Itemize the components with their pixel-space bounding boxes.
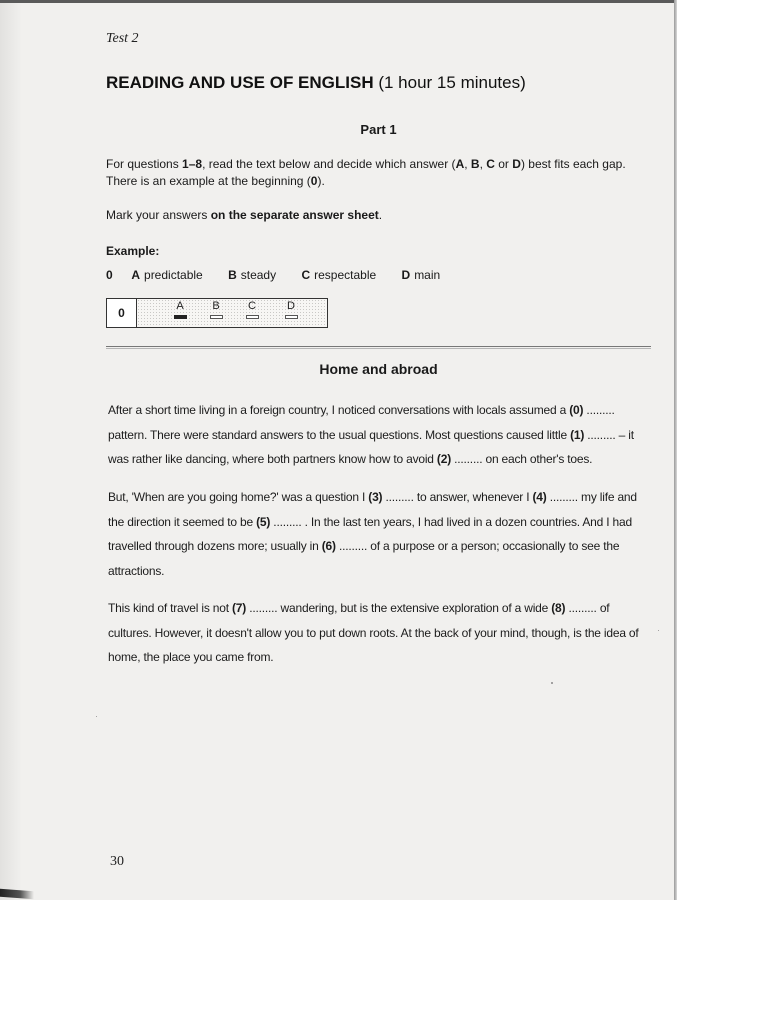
example-option-a xyxy=(131,268,202,282)
option-letter: D xyxy=(512,157,521,171)
page-number: 30 xyxy=(110,854,124,869)
lozenge-mark xyxy=(174,315,187,319)
text-title: Home and abroad xyxy=(319,361,438,377)
example-option-c xyxy=(301,268,376,282)
option-letter: B xyxy=(228,268,237,282)
gap-number: (6) xyxy=(321,539,336,553)
paper-title xyxy=(106,73,526,93)
lozenge-letter: C xyxy=(248,300,256,312)
gap-number: (1) xyxy=(570,427,585,442)
lozenge-a xyxy=(169,300,191,319)
lozenge-mark xyxy=(210,315,223,319)
example-option-b xyxy=(228,268,276,282)
instruction-text: For questions xyxy=(106,157,183,171)
lozenge-c xyxy=(241,300,263,319)
instruction-text: ) best fits each gap. xyxy=(520,157,626,171)
passage-text: ......... my life and the direction it seemed to be xyxy=(108,490,637,529)
part-heading: Part 1 xyxy=(360,122,397,137)
paper-title-main: READING AND USE OF ENGLISH xyxy=(106,73,374,92)
section-divider-shadow xyxy=(106,348,651,349)
instruction-text: . xyxy=(378,208,383,222)
passage-paragraph-2 xyxy=(108,485,656,583)
example-option-d xyxy=(402,268,441,282)
lozenge-letter: D xyxy=(287,300,295,312)
instruction-text: ). xyxy=(317,174,325,188)
answer-sheet-emphasis: on the separate answer sheet xyxy=(210,208,379,222)
passage-text: ......... of a purpose or a person; occasionally to see the attractions. xyxy=(108,539,620,578)
paper-title-duration: (1 hour 15 minutes) xyxy=(378,73,526,92)
instruction-text: , xyxy=(479,157,487,171)
running-head: Test 2 xyxy=(106,31,139,46)
passage-text: ......... pattern. There were standard answers to the usual questions. Most questions caused little xyxy=(108,403,615,442)
instruction-text: , read the text below and decide which answer ( xyxy=(202,157,456,171)
option-letter: D xyxy=(401,268,411,282)
passage-text: But, 'When are you going home?' was a question I xyxy=(108,490,369,504)
gap-number: (3) xyxy=(368,490,383,504)
passage-text: ......... on each other's toes. xyxy=(451,452,593,466)
instruction-text: Mark your answers xyxy=(106,208,211,222)
option-text: steady xyxy=(240,268,277,282)
answer-sheet-instruction xyxy=(106,208,382,222)
instruction-text: , xyxy=(464,157,471,171)
option-text: predictable xyxy=(144,268,203,282)
passage-paragraph-1 xyxy=(108,398,656,472)
gap-number: (5) xyxy=(256,514,271,529)
example-label: Example: xyxy=(106,244,160,258)
passage-text: ......... to answer, whenever I xyxy=(382,490,533,504)
gap-number: (0) xyxy=(569,403,584,417)
passage-text: ......... wandering, but is the extensive exploration of a wide xyxy=(246,601,552,615)
scan-speck xyxy=(658,630,659,631)
scan-speck xyxy=(551,682,553,684)
page-top-edge xyxy=(0,0,676,3)
option-text: main xyxy=(414,268,441,282)
option-text: respectable xyxy=(314,268,377,282)
example-number-ref: 0 xyxy=(310,174,318,188)
example-answer-box xyxy=(106,298,328,328)
page-right-edge xyxy=(674,0,677,900)
gap-number: (4) xyxy=(532,490,547,504)
option-letter: C xyxy=(301,268,311,282)
lozenge-mark xyxy=(285,315,298,319)
passage-text: ......... – it was rather like dancing, where both partners know how to avoid xyxy=(108,427,634,466)
scan-speck xyxy=(96,716,97,717)
instruction-text: or xyxy=(494,157,513,171)
passage-text: After a short time living in a foreign country, I noticed conversations with locals assumed a xyxy=(108,403,570,417)
passage-text: ......... . In the last ten years, I had lived in a dozen countries. And I had travelled through dozens more; usually in xyxy=(108,514,632,553)
passage-text: ......... of cultures. However, it doesn't allow you to put down roots. At the back of your mind, though, is the idea of home, the place you came from. xyxy=(108,601,639,664)
passage-paragraph-3 xyxy=(108,596,656,670)
page-margin-shadow xyxy=(0,0,22,900)
lozenge-letter: B xyxy=(212,300,220,312)
answer-box-lozenges xyxy=(137,299,327,327)
lozenge-letter: A xyxy=(176,300,184,312)
option-letter: B xyxy=(470,157,480,171)
question-range: 1–8 xyxy=(182,157,203,171)
lozenge-d xyxy=(280,300,302,319)
answer-box-number: 0 xyxy=(107,299,137,327)
lozenge-b xyxy=(205,300,227,319)
option-letter: C xyxy=(486,157,495,171)
example-number: 0 xyxy=(106,268,113,282)
option-letter: A xyxy=(455,157,465,171)
gap-number: (2) xyxy=(436,452,451,466)
option-letter: A xyxy=(131,268,141,282)
example-options xyxy=(106,268,462,282)
instruction-text: There is an example at the beginning ( xyxy=(106,174,311,188)
lozenge-mark xyxy=(246,315,259,319)
gap-number: (7) xyxy=(232,601,247,615)
instructions xyxy=(106,156,654,190)
gap-number: (8) xyxy=(551,601,566,615)
passage-text: This kind of travel is not xyxy=(108,601,232,615)
section-divider xyxy=(106,346,651,347)
